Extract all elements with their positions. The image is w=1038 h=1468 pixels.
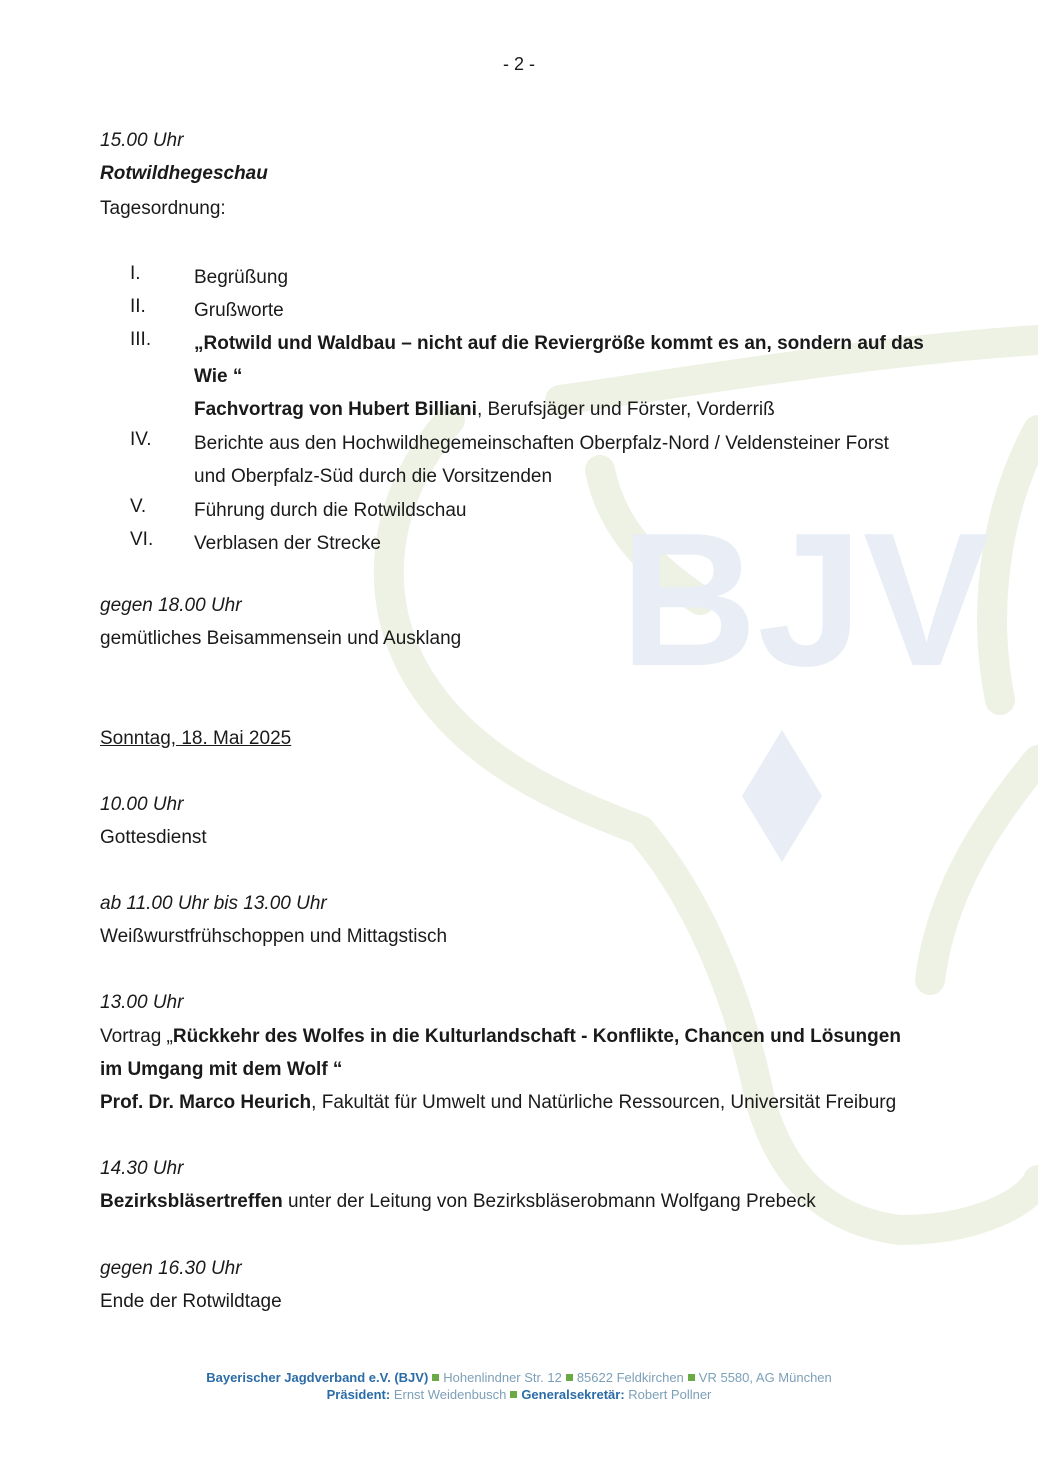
square-bullet-icon [688, 1374, 695, 1381]
lecture-speaker: Prof. Dr. Marco Heurich [100, 1092, 312, 1113]
agenda-item-number: VI. [130, 529, 154, 550]
agenda-item-text: Grußworte [194, 300, 284, 321]
footer-line-1 [0, 1369, 1038, 1386]
page-number: - 2 - [502, 54, 535, 74]
agenda-item-number: V. [130, 496, 147, 517]
event-description: Ende der Rotwildtage [100, 1291, 282, 1312]
event-time: 13.00 Uhr [100, 992, 184, 1013]
lecture-title-line-1 [100, 1024, 901, 1050]
footer-organization: Bayerischer Jagdverband e.V. (BJV) [206, 1370, 429, 1385]
footer-city: 85622 Feldkirchen [576, 1370, 684, 1385]
footer-line-2 [0, 1386, 1038, 1403]
agenda-item-number: I. [130, 263, 141, 284]
event-title: Bezirksbläsertreffen [100, 1191, 283, 1212]
event-time: gegen 16.30 Uhr [100, 1258, 242, 1279]
footer-secretary-label: Generalsekretär: [521, 1387, 625, 1402]
footer-president: Ernst Weidenbusch [393, 1387, 507, 1402]
square-bullet-icon [510, 1391, 517, 1398]
event-details: unter der Leitung von Bezirksbläserobmann Wolfgang Prebeck [282, 1191, 816, 1212]
lecture-prefix: Vortrag „ [100, 1026, 173, 1047]
event-time: 15.00 Uhr [100, 130, 184, 151]
agenda-item-number: IV. [130, 429, 152, 450]
lecture-speaker-details: , Berufsjäger und Förster, Vorderriß [476, 399, 775, 420]
lecture-title: Rückkehr des Wolfes in die Kulturlandschaft - Konflikte, Chancen und Lösungen [172, 1026, 901, 1047]
agenda-label: Tagesordnung: [100, 198, 226, 219]
lecture-title-line-2: Wie “ [194, 366, 243, 387]
footer-secretary: Robert Pollner [628, 1387, 712, 1402]
agenda-item-number: III. [130, 329, 152, 350]
lecture-title-line-1: „Rotwild und Waldbau – nicht auf die Reviergröße kommt es an, sondern auf das [194, 333, 924, 354]
lecture-title-line-2: im Umgang mit dem Wolf “ [100, 1059, 343, 1080]
event-time: 10.00 Uhr [100, 794, 184, 815]
agenda-item-text: Führung durch die Rotwildschau [194, 500, 467, 521]
day-heading: Sonntag, 18. Mai 2025 [100, 728, 292, 749]
event-title: Rotwildhegeschau [100, 163, 268, 184]
lecture-speaker-line [100, 1090, 896, 1116]
lecture-speaker: Fachvortrag von Hubert Billiani [194, 399, 477, 420]
footer-president-label: Präsident: [326, 1387, 391, 1402]
square-bullet-icon [432, 1374, 439, 1381]
event-description: Weißwurstfrühschoppen und Mittagstisch [100, 926, 448, 947]
event-time: ab 11.00 Uhr bis 13.00 Uhr [100, 893, 327, 914]
agenda-item-text: Verblasen der Strecke [194, 533, 381, 554]
event-description [100, 1189, 816, 1215]
square-bullet-icon [566, 1374, 573, 1381]
watermark-letters: BJV [620, 494, 990, 706]
lecture-speaker-details: , Fakultät für Umwelt und Natürliche Ressourcen, Universität Freiburg [311, 1092, 897, 1113]
agenda-item-text [194, 327, 950, 426]
agenda-text-line-2: und Oberpfalz-Süd durch die Vorsitzenden [194, 466, 553, 487]
event-description: Gottesdienst [100, 827, 207, 848]
footer-address: Hohenlindner Str. 12 [443, 1370, 562, 1385]
event-time: 14.30 Uhr [100, 1158, 184, 1179]
agenda-item-text [194, 427, 950, 493]
event-description: gemütliches Beisammensein und Ausklang [100, 628, 462, 649]
agenda-item-text: Begrüßung [194, 267, 289, 288]
agenda-item-number: II. [130, 296, 146, 317]
footer-register: VR 5580, AG München [698, 1370, 832, 1385]
agenda-text-line-1: Berichte aus den Hochwildhegemeinschaften Oberpfalz-Nord / Veldensteiner Forst [194, 433, 889, 454]
event-time: gegen 18.00 Uhr [100, 595, 242, 616]
